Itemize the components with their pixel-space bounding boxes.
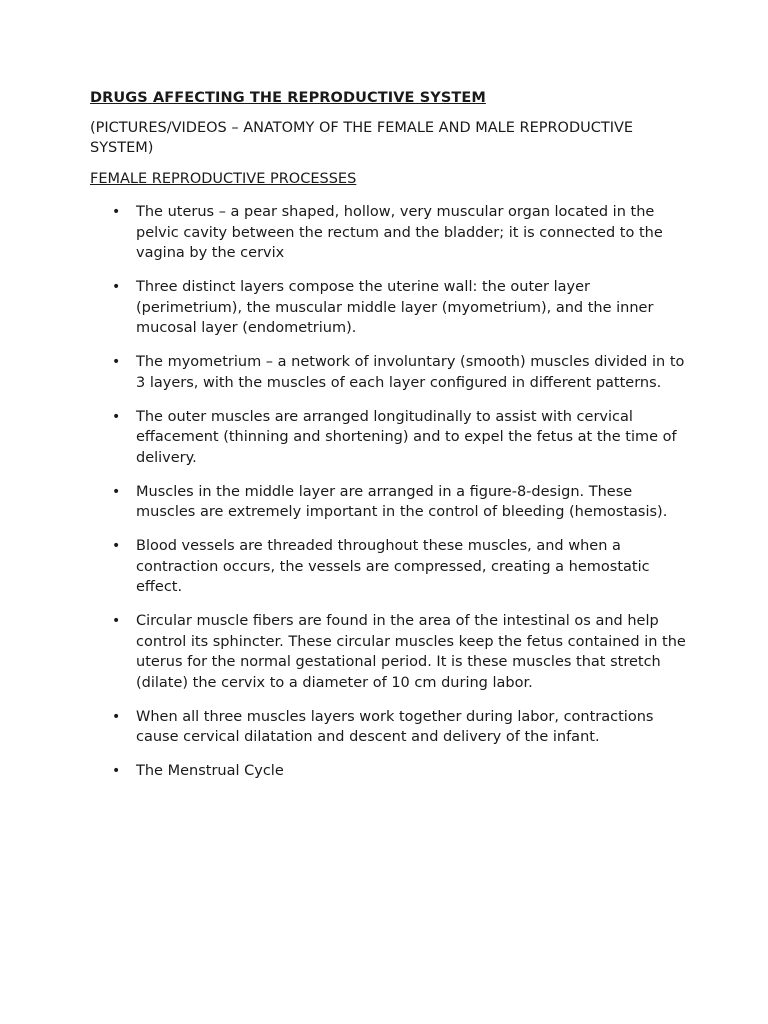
list-item [90,707,690,748]
bullet-icon: • [112,613,121,629]
document-body [90,90,690,795]
bullet-icon: • [112,763,121,779]
list-item [90,611,690,693]
list-item-text: The uterus – a pear shaped, hollow, very muscular organ located in the pelvic cavity between the rectum and the bladder; it is connected to the vagina by the cervix [136,204,663,261]
bullet-icon: • [112,204,121,220]
bullet-icon: • [112,483,121,500]
list-item-text: When all three muscles layers work together during labor, contractions cause cervical dilatation and descent and delivery of the infant. [136,708,654,745]
list-item [90,482,690,523]
bullet-list [90,202,690,782]
list-item-text: Blood vessels are threaded throughout these muscles, and when a contraction occurs, the vessels are compressed, creating a hemostatic effect. [136,538,650,595]
list-item-text: The Menstrual Cycle [136,763,284,779]
section-heading: FEMALE REPRODUCTIVE PROCESSES [90,171,357,187]
list-item [90,761,690,782]
list-item [90,352,690,393]
list-item [90,536,690,598]
bullet-icon: • [112,408,121,425]
list-item-text: Three distinct layers compose the uterine wall: the outer layer (perimetrium), the muscular middle layer (myometrium), and the inner mucosal layer (endometrium). [136,279,654,336]
bullet-icon: • [112,354,121,370]
bullet-icon: • [112,279,121,295]
bullet-icon: • [112,538,121,554]
list-item [90,277,690,339]
list-item [90,407,690,469]
list-item-text: Muscles in the middle layer are arranged in a figure-8-design. These muscles are extremely important in the control of bleeding (hemostasis). [136,483,668,520]
document-subtitle: (PICTURES/VIDEOS – ANATOMY OF THE FEMALE AND MALE REPRODUCTIVE SYSTEM) [90,120,634,156]
list-item-text: The myometrium – a network of involuntary (smooth) muscles divided in to 3 layers, with the muscles of each layer configured in different patterns. [136,354,685,391]
document-title: DRUGS AFFECTING THE REPRODUCTIVE SYSTEM [90,90,486,106]
list-item-text: Circular muscle fibers are found in the area of the intestinal os and help control its sphincter. These circular muscles keep the fetus contained in the uterus for the normal gestational period. It is these muscles that stretch (dilate) the cervix to a diameter of 10 cm during labor. [136,613,686,691]
list-item [90,202,690,264]
list-item-text: The outer muscles are arranged longitudinally to assist with cervical effacement (thinning and shortening) and to expel the fetus at the time of delivery. [136,408,677,466]
bullet-icon: • [112,708,121,725]
